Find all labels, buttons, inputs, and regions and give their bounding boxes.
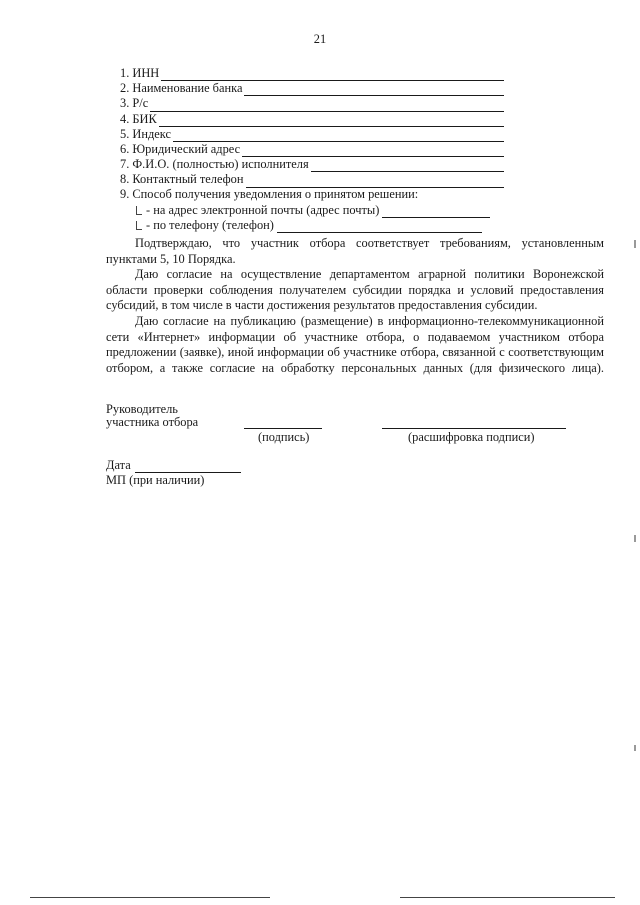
field-bank-name [120, 81, 504, 96]
fill-line [159, 115, 504, 127]
field-label: 7. Ф.И.О. (полностью) исполнителя [120, 157, 309, 172]
date-block [106, 458, 241, 489]
field-label: 4. БИК [120, 111, 157, 126]
field-executor-name [120, 157, 504, 172]
page-number: 21 [313, 32, 327, 46]
fill-line [246, 176, 505, 188]
option-email [136, 203, 504, 218]
fill-line [150, 100, 504, 112]
signature-block [106, 402, 604, 462]
paragraph-requirements: Подтверждаю, что участник отбора соответствует требованиям, установленным пунктами 5, 10 Порядка. [106, 236, 604, 266]
checkbox-icon [136, 206, 142, 215]
field-inn [120, 66, 504, 81]
field-postcode [120, 127, 504, 142]
field-account [120, 96, 504, 111]
field-contact-phone [120, 172, 504, 187]
date-line [135, 461, 241, 473]
field-label: 5. Индекс [120, 126, 171, 141]
fill-line [311, 160, 504, 172]
checkbox-icon [136, 221, 142, 230]
field-label: 6. Юридический адрес [120, 141, 241, 156]
option-label: - на адрес электронной почты (адрес почты) [146, 202, 380, 217]
fill-line [161, 69, 504, 81]
field-notification-method [120, 188, 504, 203]
field-label: 9. Способ получения уведомления о принятом решении: [120, 187, 419, 202]
scan-edge-mark [634, 745, 636, 751]
scan-bottom-rule [30, 897, 270, 898]
signature-caption: (подпись) [258, 430, 310, 444]
fill-line [277, 221, 482, 233]
paragraph-publication-consent: Даю согласие на публикацию (размещение) в информационно-телекоммуникационной сети «Интернет» информации об участнике отбора, о подаваемом участником отбора предложении (заявке), иной информации об участнике отбора, связанной с соответствующим отбором, а также согласие на обработку персональных данных (для физического лица). [106, 313, 604, 375]
fill-line [244, 84, 504, 96]
consent-text [106, 236, 604, 376]
head-subtitle: участника отбора [106, 415, 199, 429]
date-row [106, 458, 241, 473]
seal-label: МП (при наличии) [106, 473, 205, 488]
name-decode-line [382, 428, 566, 429]
field-bik [120, 112, 504, 127]
fill-line [173, 130, 504, 142]
field-label: 8. Контактный телефон [120, 172, 244, 187]
option-label: - по телефону (телефон) [146, 218, 274, 233]
scan-edge-mark [634, 240, 636, 248]
field-label: 2. Наименование банка [120, 81, 243, 96]
fill-line [382, 206, 490, 218]
field-label: 1. ИНН [120, 65, 160, 80]
date-label: Дата [106, 458, 131, 472]
scan-edge-mark [634, 535, 636, 542]
option-phone [136, 218, 504, 233]
scan-bottom-rule [400, 897, 615, 898]
field-legal-address [120, 142, 504, 157]
decode-caption: (расшифровка подписи) [408, 430, 535, 444]
head-title: Руководитель [106, 402, 178, 416]
signature-line [244, 428, 322, 429]
field-label: 3. Р/с [120, 96, 149, 111]
paragraph-verification-consent: Даю согласие на осуществление департаментом аграрной политики Воронежской области проверки соблюдения получателем субсидии порядка и условий предоставления субсидий, в том числе в части достижения результатов предоставления субсидии. [106, 267, 604, 313]
requisites-list [120, 66, 504, 233]
fill-line [242, 145, 504, 157]
